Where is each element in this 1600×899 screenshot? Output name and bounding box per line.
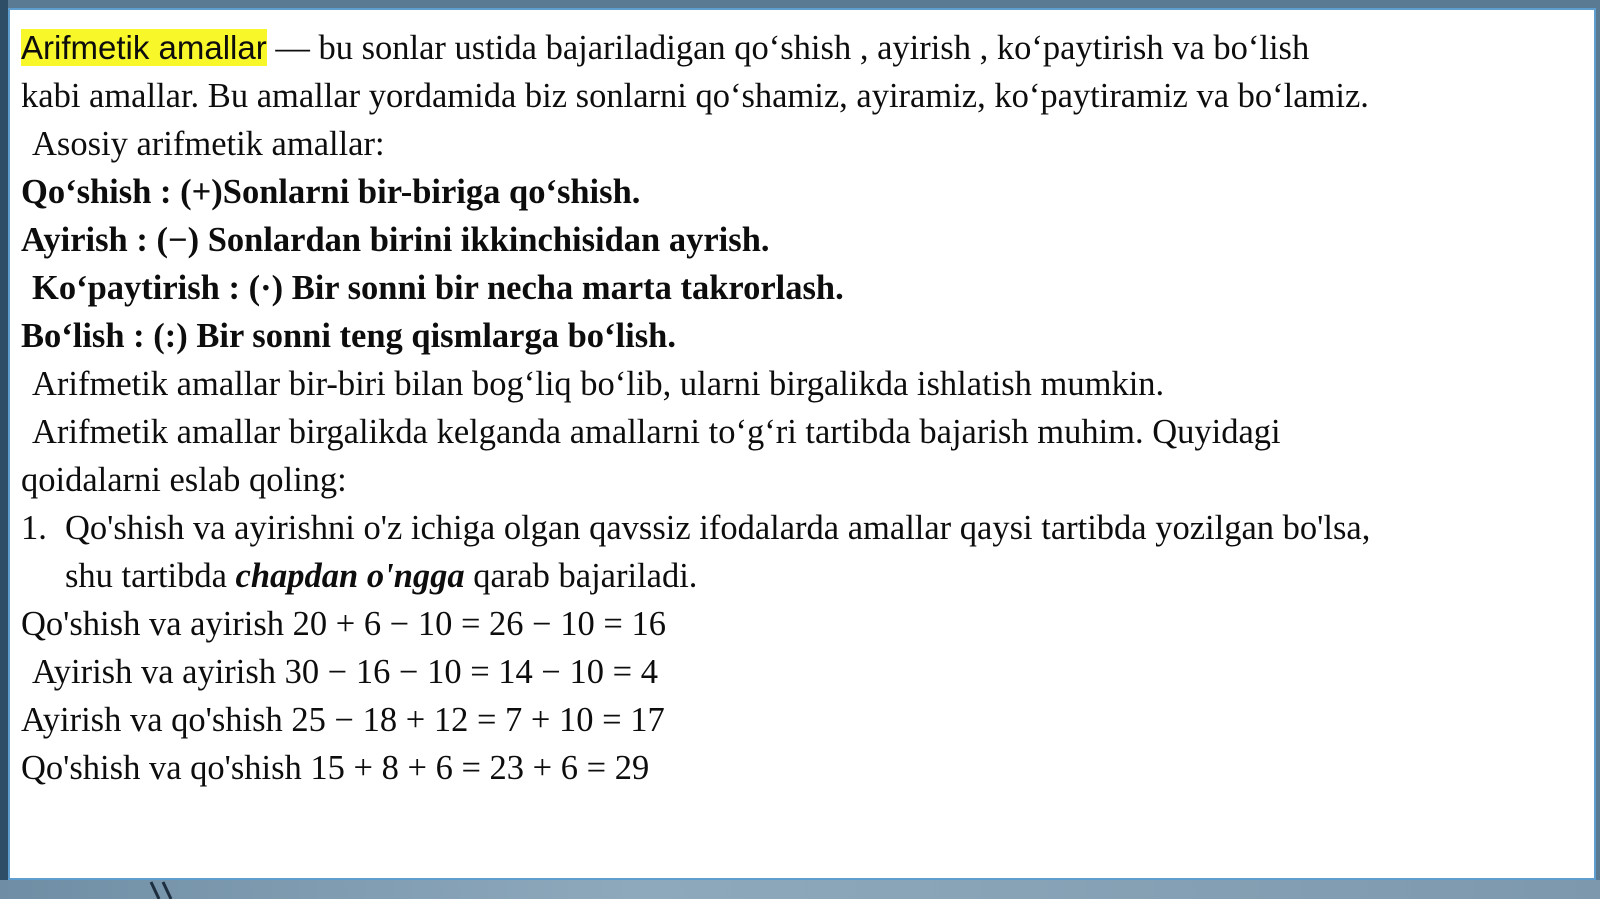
basic-heading: Asosiy arifmetik amallar:: [32, 125, 385, 163]
rule-line-1: Qo'shish va ayirishni o'z ichiga olgan qavssiz ifodalarda amallar qaysi tartibda yozilgan bo'lsa,: [65, 509, 1371, 547]
paragraph-order-line-2: qoidalarni eslab qoling:: [21, 461, 347, 499]
paragraph-order-line-1: Arifmetik amallar birgalikda kelganda amallarni to‘g‘ri tartibda bajarish muhim. Quyidagi: [32, 413, 1281, 451]
intro-line-2: kabi amallar. Bu amallar yordamida biz sonlarni qo‘shamiz, ayiramiz, ko‘paytiramiz va bo‘lamiz.: [21, 77, 1369, 115]
rule-list-item: [21, 504, 1591, 600]
decorative-stroke-icon: [145, 880, 195, 899]
rule-line-2-before: shu tartibda: [65, 557, 236, 595]
term-highlight: Arifmetik amallar: [21, 29, 267, 66]
intro-line-1: [21, 24, 1591, 72]
rule-line-2-after: qarab bajariladi.: [464, 557, 698, 595]
slide-content-box: [8, 8, 1596, 880]
left-edge-strip: [0, 0, 8, 899]
intro-line-1-rest: — bu sonlar ustida bajariladigan qo‘shish , ayirish , ko‘paytirish va bo‘lish: [266, 29, 1310, 67]
rule-number: 1.: [21, 509, 47, 547]
operation-subtraction: Ayirish : (−) Sonlardan birini ikkinchisidan ayrish.: [21, 221, 770, 259]
example-subtract-subtract: Ayirish va ayirish 30 − 16 − 10 = 14 − 10 = 4: [32, 653, 658, 691]
example-add-subtract: Qo'shish va ayirish 20 + 6 − 10 = 26 − 10 = 16: [21, 605, 666, 643]
rule-line-2: [65, 552, 1370, 600]
operation-multiplication: Ko‘paytirish : (·) Bir sonni bir necha marta takrorlash.: [32, 269, 844, 307]
example-add-add: Qo'shish va qo'shish 15 + 8 + 6 = 23 + 6 = 29: [21, 749, 650, 787]
slide-text: [21, 24, 1591, 792]
rule-emphasis: chapdan o'ngga: [235, 557, 465, 595]
rule-body: [65, 504, 1370, 600]
bottom-decor-band: [0, 880, 1600, 899]
paragraph-connected: Arifmetik amallar bir-biri bilan bog‘liq bo‘lib, ularni birgalikda ishlatish mumkin.: [32, 365, 1165, 403]
operation-addition: Qo‘shish : (+)Sonlarni bir-biriga qo‘shish.: [21, 173, 641, 211]
example-subtract-add: Ayirish va qo'shish 25 − 18 + 12 = 7 + 10 = 17: [21, 701, 665, 739]
operation-division: Bo‘lish : (:) Bir sonni teng qismlarga bo‘lish.: [21, 317, 676, 355]
